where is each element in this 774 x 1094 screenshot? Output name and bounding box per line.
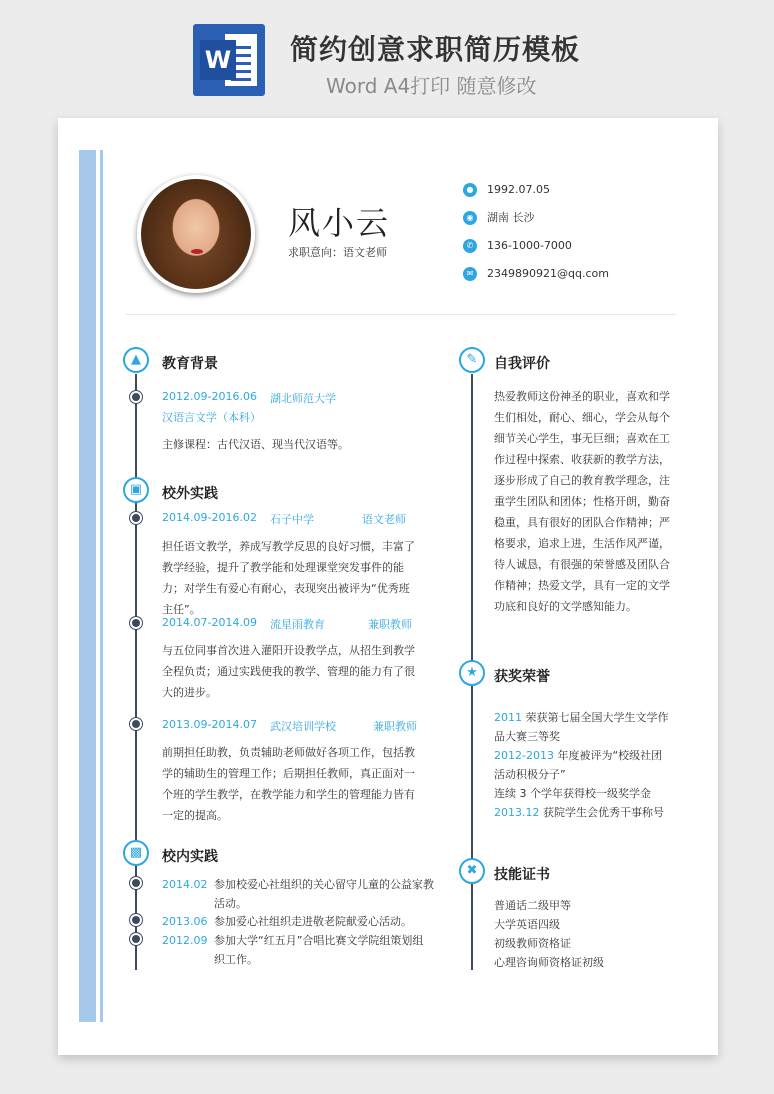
- practice-description: 与五位同事首次进入灌阳开设教学点，从招生到教学全程负责；通过实践使我的教学、管理的能力有了很大的进步。: [162, 644, 415, 699]
- header-divider: [126, 314, 676, 315]
- edit-note-icon: ✎: [459, 347, 485, 373]
- campus-item: 2014.02 参加校爱心社组织的关心留守儿童的公益家教活动。: [162, 878, 434, 910]
- education-date: 2012.09-2016.06: [162, 390, 257, 403]
- education-school: 湖北师范大学: [270, 392, 336, 405]
- timeline-dot: [132, 916, 140, 924]
- decorative-stripe: [79, 150, 96, 1022]
- timeline-dot: [132, 879, 140, 887]
- certificate-item: 普通话二级甲等: [494, 899, 571, 912]
- profile-photo: [141, 179, 251, 289]
- candidate-name: 风小云: [288, 204, 391, 242]
- practice-date: 2014.09-2016.02: [162, 511, 257, 524]
- section-title-certificates: 技能证书: [494, 867, 550, 883]
- award-item: 2011 荣获第七届全国大学生文学作品大赛三等奖: [494, 711, 669, 743]
- monitor-icon: ▩: [123, 840, 149, 866]
- education-courses: 主修课程：古代汉语、现当代汉语等。: [162, 438, 349, 451]
- certificate-item: 大学英语四级: [494, 918, 560, 931]
- timeline-dot: [132, 619, 140, 627]
- resume-sheet: 风小云 求职意向：语文老师 ● 1992.07.05 ◉ 湖南 长沙 ✆ 136-1000-7000 ✉ 2349890921@qq.com ▲ 教育背景 2012.09-2016.06 湖北师范大学 汉语言文学（本科） 主修课程：古代汉语、现当代汉语等。 ▣ 校外实践 2014.09-2016.02 石子中学 语文老师 担任语文教学，养成写教学反思的良好习惯，丰富了教学经验，提升了教学能和处理课堂突发事件的能力；对学生有爱心有耐心，表现突出被评为“优秀班主任”。 2014.07-2014.09 流星雨教育 兼职教师 与五位同事首次进入灌阳开设教学点，从招生到教学全程负责；通过实践使我的教学、管理的能力有了很大的进步。 2013.09-2014.07 武汉培训学校 兼职教师 前期担任助教，负责辅助老师做好各项工作，包括教学的辅助生的管理工作；后期担任教师，真正面对一个班的学生教学，在教学能力和学生的管理能力皆有一定的提高。 ▩ 校内实践 2014.02 参加校爱心社组织的关心留守儿童的公益家教活动。 2013.06 参加爱心社组织走进敬老院献爱心活动。 2012.09 参加大学“红五月”合唱比赛文学院组策划组织工作。 ✎ 自我评价 热爱教师这份神圣的职业，喜欢和学生们相处，耐心、细心，学会从每个细节关心学生，事无巨细；喜欢在工作过程中探索、收获新的教学方法，逐步形成了自己的教育教学理念，注重学生团队和团体；性格开朗，勤奋稳重，具有很好的团队合作精神；严格要求，追求上进，生活作风严谨，待人诚恳，有很强的荣誉感及团队合作精神；热爱文学，具有一定的文学功底和良好的文学感知能力。 ★ 获奖荣誉 2011 荣获第七届全国大学生文学作品大赛三等奖 2012-2013 年度被评为“校级社团活动积极分子” 连续 3 个学年获得校一级奖学金 2013.12 获院学生会优秀干事称号 ✖ 技能证书 普通话二级甲等 大学英语四级 初级教师资格证 心理咨询师资格证初级: [58, 118, 718, 1055]
- practice-role: 兼职教师: [373, 720, 417, 733]
- section-title-external-practice: 校外实践: [162, 486, 218, 502]
- practice-role: 语文老师: [362, 513, 406, 526]
- banner-subtitle: Word A4打印 随意修改: [326, 74, 537, 98]
- award-item: 连续 3 个学年获得校一级奖学金: [494, 787, 651, 800]
- person-icon: ●: [463, 183, 477, 197]
- practice-date: 2014.07-2014.09: [162, 616, 257, 629]
- location-pin-icon: ◉: [463, 211, 477, 225]
- practice-description: 前期担任助教，负责辅助老师做好各项工作，包括教学的辅助生的管理工作；后期担任教师，真正面对一个班的学生教学，在教学能力和学生的管理能力皆有一定的提高。: [162, 746, 415, 822]
- timeline-dot: [132, 935, 140, 943]
- trophy-icon: ★: [459, 660, 485, 686]
- campus-item: 2012.09 参加大学“红五月”合唱比赛文学院组策划组织工作。: [162, 934, 424, 966]
- word-icon: [193, 24, 265, 96]
- section-title-awards: 获奖荣誉: [494, 669, 550, 685]
- word-logo-letter: W: [200, 40, 236, 80]
- briefcase-icon: ▣: [123, 477, 149, 503]
- section-title-education: 教育背景: [162, 356, 218, 372]
- practice-org: 武汉培训学校: [270, 720, 336, 733]
- award-item: 2012-2013 年度被评为“校级社团活动积极分子”: [494, 749, 663, 781]
- banner-title: 简约创意求职简历模板: [290, 33, 581, 66]
- section-title-campus-practice: 校内实践: [162, 849, 218, 865]
- graduation-cap-icon: ▲: [123, 347, 149, 373]
- section-title-self-evaluation: 自我评价: [494, 356, 550, 372]
- practice-org: 流星雨教育: [270, 618, 325, 631]
- self-evaluation-text: 热爱教师这份神圣的职业，喜欢和学生们相处，耐心、细心，学会从每个细节关心学生，事无巨细；喜欢在工作过程中探索、收获新的教学方法，逐步形成了自己的教育教学理念，注重学生团队和团体；性格开朗，勤奋稳重，具有很好的团队合作精神；严格要求，追求上进，生活作风严谨，待人诚恳，有很强的荣誉感及团队合作精神；热爱文学，具有一定的文学功底和良好的文学感知能力。: [494, 390, 670, 613]
- timeline-dot: [132, 393, 140, 401]
- practice-date: 2013.09-2014.07: [162, 718, 257, 731]
- mail-icon: ✉: [463, 267, 477, 281]
- certificate-item: 心理咨询师资格证初级: [494, 956, 604, 969]
- practice-org: 石子中学: [270, 513, 314, 526]
- timeline-dot: [132, 514, 140, 522]
- practice-description: 担任语文教学，养成写教学反思的良好习惯，丰富了教学经验，提升了教学能和处理课堂突发事件的能力；对学生有爱心有耐心，表现突出被评为“优秀班主任”。: [162, 540, 415, 616]
- award-item: 2013.12 获院学生会优秀干事称号: [494, 806, 664, 819]
- tools-icon: ✖: [459, 858, 485, 884]
- banner: [0, 0, 774, 110]
- campus-item: 2013.06 参加爱心社组织走进敬老院献爱心活动。: [162, 915, 412, 928]
- avatar: [137, 175, 255, 293]
- timeline-dot: [132, 720, 140, 728]
- education-major: 汉语言文学（本科）: [162, 411, 261, 424]
- phone-icon: ✆: [463, 239, 477, 253]
- practice-role: 兼职教师: [368, 618, 412, 631]
- certificate-item: 初级教师资格证: [494, 937, 571, 950]
- job-intent: 求职意向：语文老师: [288, 246, 387, 259]
- decorative-stripe-thin: [100, 150, 103, 1022]
